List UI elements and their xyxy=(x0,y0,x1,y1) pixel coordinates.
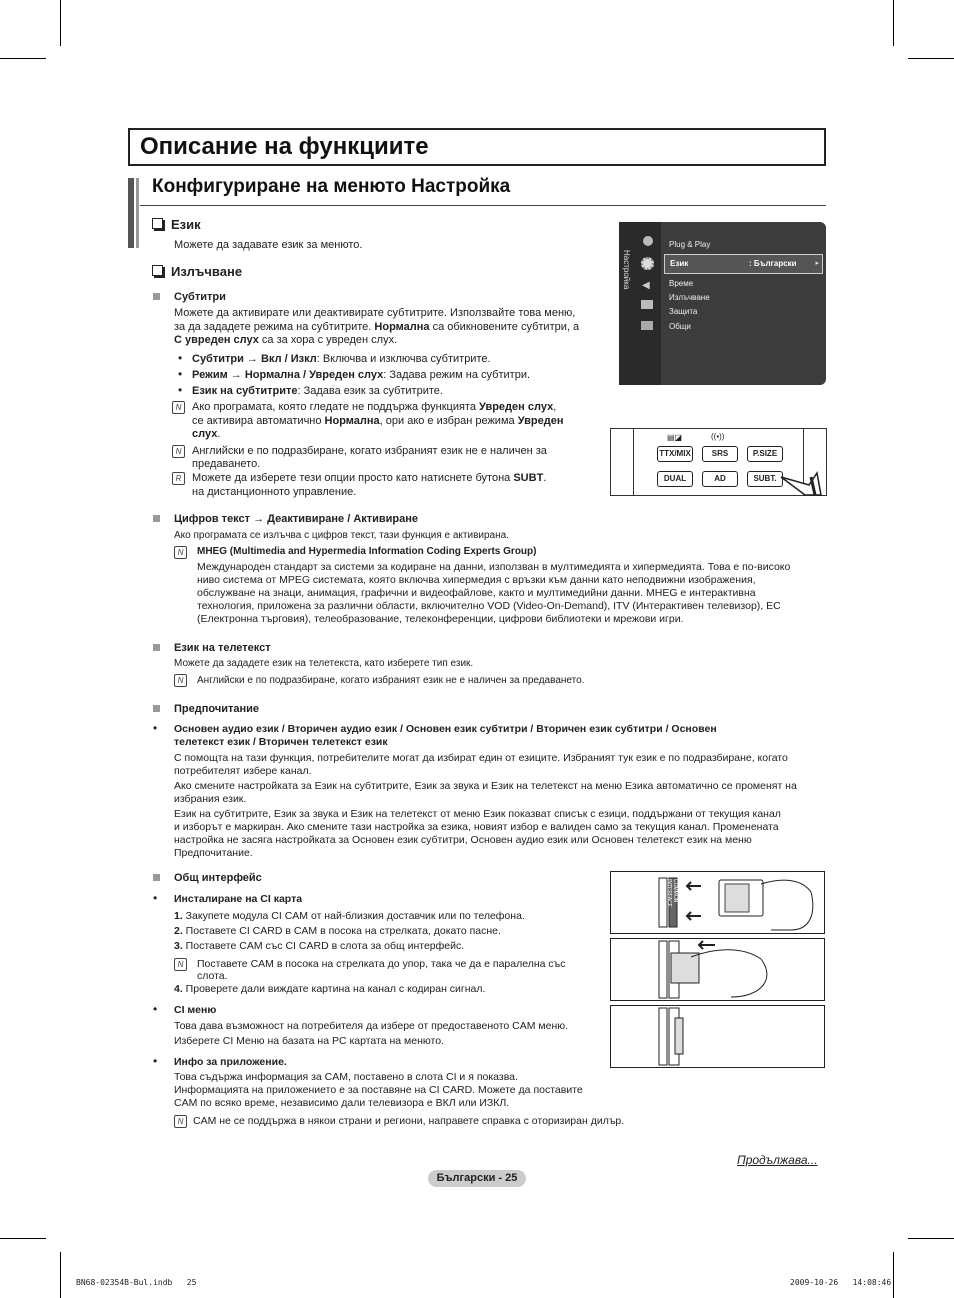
lang-heading xyxy=(152,217,201,232)
continued-label: Продължава... xyxy=(737,1153,818,1167)
page-number: Български - 25 xyxy=(428,1170,526,1187)
finger-pointer-icon xyxy=(781,469,821,495)
remote-note-icon: R xyxy=(172,472,185,485)
section-bar-thin xyxy=(136,178,139,248)
ci-app-heading: Инфо за приложение. xyxy=(174,1056,287,1068)
checkbox-icon xyxy=(152,218,163,229)
subtitles-note-2a: Английски е по подразбиране, когато избраният език не е наличен за xyxy=(192,445,547,457)
note-icon: N xyxy=(172,401,185,414)
page-title: Описание на функциите xyxy=(140,133,429,160)
digital-text-desc: Ако програмата се излъчва с цифров текст, тази функция е активирана. xyxy=(174,530,509,541)
square-bullet-icon xyxy=(153,644,160,651)
sound-icon: ◀ xyxy=(642,280,650,291)
bullet-icon: • xyxy=(178,367,183,381)
note-icon: N xyxy=(174,546,187,559)
print-date-info: 2009-10-26 14:08:46 xyxy=(790,1278,892,1287)
subtitles-heading: Субтитри xyxy=(174,291,226,303)
square-bullet-icon xyxy=(153,874,160,881)
broadcast-heading xyxy=(152,264,242,279)
section-divider xyxy=(140,205,826,206)
bullet-icon: • xyxy=(153,1054,158,1068)
preference-heading: Предпочитание xyxy=(174,703,259,715)
page-title-box xyxy=(128,128,826,166)
note-icon: N xyxy=(174,958,187,971)
subtitles-bullet-2: Режим → Нормална / Увреден слух: Задава режим на субтитри. xyxy=(192,369,531,381)
square-bullet-icon xyxy=(153,293,160,300)
mheg-description: Международен стандарт за системи за кодиране на данни, използван в мултимедията и хипермедията. Това е по-високо ниво система от MPEG системата, която включва хипермедия с връзки към данни като неподвижни изображения, обслужване на знаци, анимация, графични и видеофайлове, както и мултимедийни данни. MHEG е интерактивна технология, приложена за различни области, включително VOD (Video-On-Demand), ITV (Интерактивен телевизор), EC (Електронна търговия), телеобразование, телеконференции, цифрови библиотеки и мрежови игри. xyxy=(197,561,791,625)
ci-install-note: Поставете CAM в посока на стрелката до упор, така че да е паралелна със слота. xyxy=(197,958,566,982)
preference-description: С помощта на тази функция, потребителите могат да избират един от езиците. Избраният тук език е по подразбиране, когато потребителят избере канал. Ако смените настройката за Език на субтитрите, Език за звука и Език на телетекст на меню Езика автоматично се променят на избрания език. Език на субтитрите, Език за звука и Език на телетекст от меню Език показват списък с езици, поддържани от текущия канал и изборът е маркиран. Ако смените тази настройка за езика, новият избор е валиден само за текущия канал. Променената настройка не засяга настройката за Основен език субтитри, Основен аудио език или Основен телетекст език на меню Предпочитание. xyxy=(174,752,797,859)
channel-icon xyxy=(641,300,653,309)
bullet-icon: • xyxy=(178,351,183,365)
mheg-title: MHEG (Multimedia and Hypermedia Information Coding Experts Group) xyxy=(197,546,537,557)
cam-insert-illustration xyxy=(610,938,825,1001)
cam-installed-illustration xyxy=(610,1005,825,1068)
osd-menu-sidebar xyxy=(619,222,661,385)
osd-item-security: Защита xyxy=(669,307,698,316)
teletext-note: Английски е по подразбиране, когато избраният език не е наличен за предаването. xyxy=(197,675,585,686)
subtitles-p1: Можете да активирате или деактивирате субтитрите. Използвайте това меню, xyxy=(174,307,576,319)
osd-side-label: Настройка xyxy=(622,250,631,290)
bullet-icon: • xyxy=(153,1002,158,1016)
digital-text-heading: Цифров текст → Деактивиране / Активиране xyxy=(174,513,419,525)
preference-bullet: Основен аудио език / Вторичен аудио език / Основен език субтитри / Вторичен език субтитри / Основен телетекст език / Вторичен телетекст език xyxy=(174,723,717,748)
osd-item-language: Език xyxy=(670,259,689,268)
osd-item-time: Време xyxy=(669,279,694,288)
osd-item-general: Общи xyxy=(669,322,691,331)
subtitles-note-2b: предаването. xyxy=(192,458,261,470)
ci-app-note: CAM не се поддържа в някои страни и региони, направете справка с оторизиран дилър. xyxy=(193,1115,625,1127)
ci-menu-desc: Това дава възможност на потребителя да избере от предоставеното CAM меню. Изберете CI Меню на базата на PC картата на менюто. xyxy=(174,1020,569,1047)
bullet-icon: • xyxy=(178,383,183,397)
remote-btn-ad: AD xyxy=(702,471,738,487)
picture-icon xyxy=(643,236,653,246)
remote-btn-ttx-mix: TTX/MIX xyxy=(657,446,693,462)
arrow-right-icon: ▸ xyxy=(815,260,819,267)
osd-selected-row xyxy=(664,254,823,274)
lang-text: Можете да задавате език за менюто. xyxy=(174,239,363,251)
note-icon: N xyxy=(174,1115,187,1128)
ci-install-heading: Инсталиране на CI карта xyxy=(174,893,303,905)
input-icon xyxy=(641,321,653,330)
ci-card-insert-illustration xyxy=(610,871,825,934)
remote-btn-subt: SUBT. xyxy=(747,471,783,487)
section-bar xyxy=(128,178,134,248)
subtitles-note-3b: на дистанционното управление. xyxy=(192,486,357,498)
remote-btn-srs: SRS xyxy=(702,446,738,462)
remote-btn-psize: P.SIZE xyxy=(747,446,783,462)
osd-menu-screenshot xyxy=(619,222,826,385)
remote-edge-left xyxy=(633,429,634,495)
subtitles-p3: С увреден слух са за хора с увреден слух. xyxy=(174,334,398,346)
srs-icon: ((•)) xyxy=(711,432,725,441)
bullet-icon: • xyxy=(153,721,158,735)
osd-item-broadcast: Излъчване xyxy=(669,293,710,302)
cam-slot-label: COMMON INTERFACE xyxy=(666,879,678,908)
subtitles-bullet-3: Език на субтитрите: Задава език за субтитрите. xyxy=(192,385,443,397)
ci-install-steps: 1. Закупете модула CI CAM от най-близкия доставчик или по телефона. 2. Поставете CI CARD в CAM в посока на стрелката, докато пасне. 3. Поставете CAM със CI CARD в слота за общ интерфейс. xyxy=(174,910,525,952)
section-title: Конфигуриране на менюто Настройка xyxy=(152,176,511,197)
subtitles-note-1b: се активира автоматично Нормална, ори ако е избран режима Увреден xyxy=(192,415,564,427)
remote-btn-dual: DUAL xyxy=(657,471,693,487)
checkbox-icon xyxy=(152,265,163,276)
teletext-icon: ▤◪ xyxy=(667,433,683,442)
subtitles-p2: за да зададете режима на субтитрите. Нормална са обикновените субтитри, а xyxy=(174,321,580,333)
ci-step-4: 4. Проверете дали виждате картина на канал с кодиран сигнал. xyxy=(174,983,486,995)
ci-app-desc: Това съдържа информация за CAM, поставено в слота CI и я показва. Информацията на приложението е за поставяне на CI CARD. Можете да поставите CAM по всяко време, независимо дали телевизора е ВКЛ или ИЗКЛ. xyxy=(174,1071,583,1109)
lang-heading-text: Език xyxy=(171,217,201,232)
ci-heading: Общ интерфейс xyxy=(174,872,262,884)
osd-item-plug-play: Plug & Play xyxy=(669,240,711,249)
broadcast-heading-text: Излъчване xyxy=(171,264,243,279)
gear-icon xyxy=(641,257,654,270)
square-bullet-icon xyxy=(153,515,160,522)
remote-control-image xyxy=(610,428,827,496)
subtitles-note-1c: слух. xyxy=(192,428,221,440)
subtitles-note-1a: Ако програмата, която гледате не поддържа функцията Увреден слух, xyxy=(192,401,557,413)
note-icon: N xyxy=(172,445,185,458)
note-icon: N xyxy=(174,674,187,687)
subtitles-note-3a: Можете да изберете тези опции просто като натиснете бутона SUBT. xyxy=(192,472,547,484)
teletext-text: Можете да зададете език на телетекста, като изберете тип език. xyxy=(174,658,474,669)
osd-language-value: : Български xyxy=(749,259,797,268)
teletext-heading: Език на телетекст xyxy=(174,642,271,654)
square-bullet-icon xyxy=(153,705,160,712)
subtitles-bullet-1: Субтитри → Вкл / Изкл: Включва и изключва субтитрите. xyxy=(192,353,491,365)
print-file-info: BN68-02354B-Bul.indb 25 xyxy=(76,1278,197,1287)
ci-menu-heading: CI меню xyxy=(174,1004,217,1016)
bullet-icon: • xyxy=(153,891,158,905)
